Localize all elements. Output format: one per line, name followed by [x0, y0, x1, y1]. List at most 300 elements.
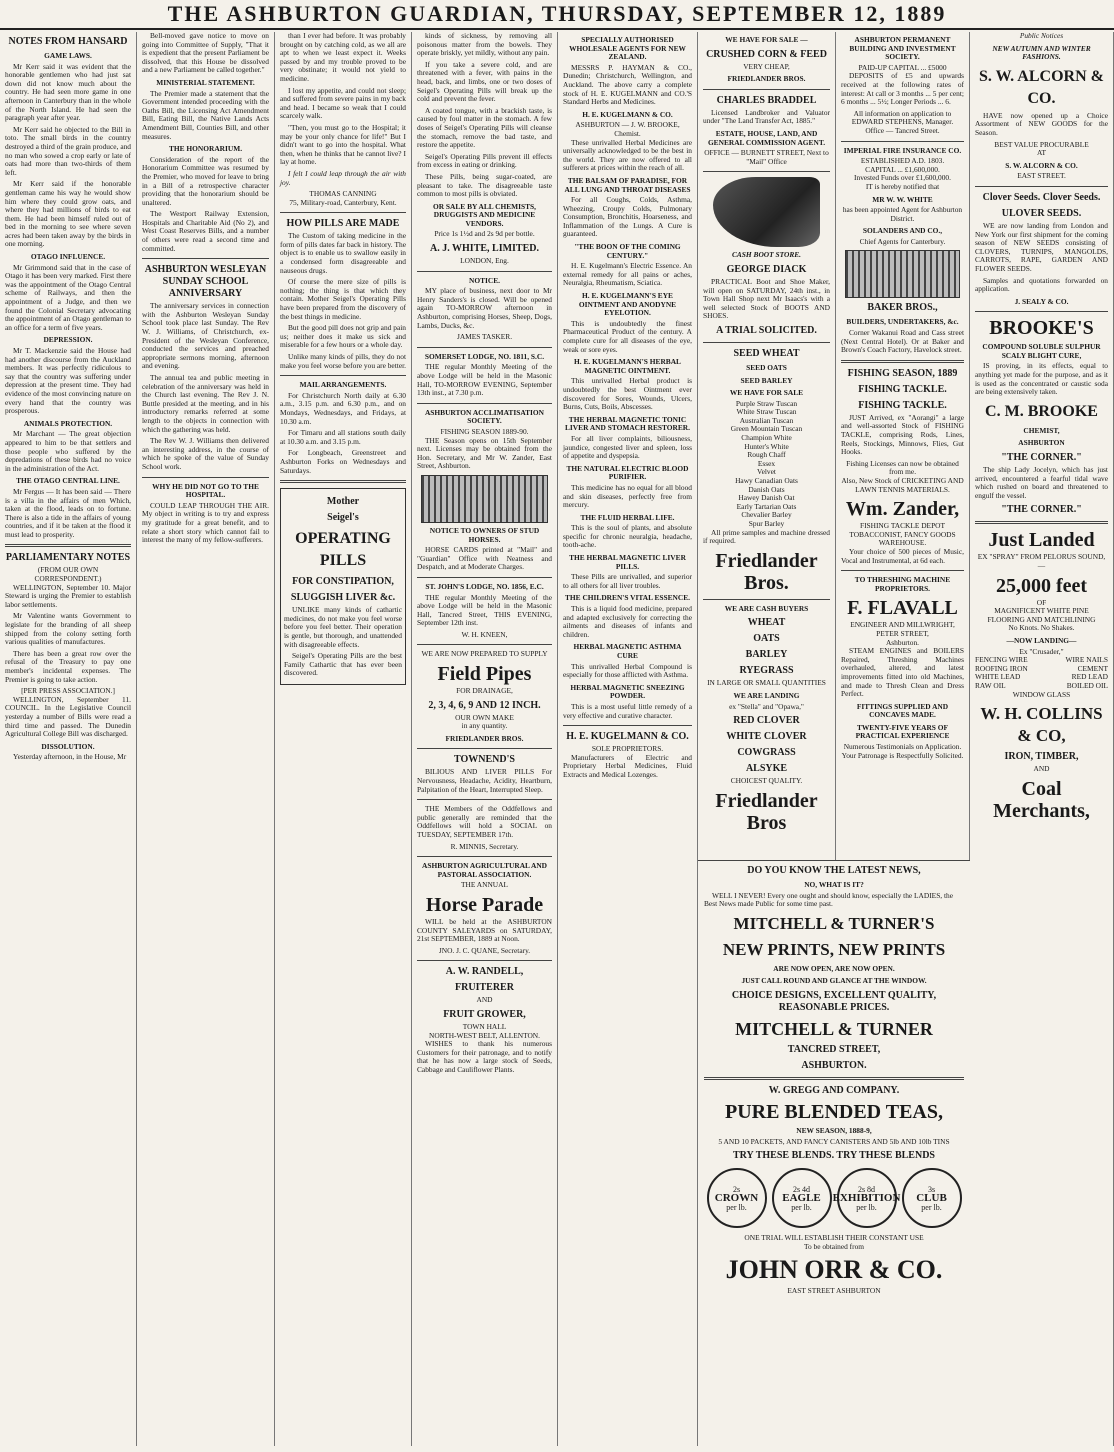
notice-heading: ASHBURTON ACCLIMATISATION SOCIETY. [424, 407, 545, 426]
ad-line: DO YOU KNOW THE LATEST NEWS, [747, 865, 921, 876]
ad-line: BUILDERS, UNDERTAKERS, &c. [846, 317, 959, 327]
paragraph: For Timaru and all stations south daily at 10.30 a.m. and 3.15 p.m. [280, 428, 406, 446]
ad-line: J. SEALY & CO. [1014, 296, 1069, 306]
ad-line: FISHING TACKLE. [858, 383, 947, 395]
tea-blends [704, 1168, 964, 1228]
ad-heading: HERBAL MAGNETIC SNEEZING POWDER. [570, 682, 685, 701]
subheading: THE HONORARIUM. [168, 144, 243, 154]
ad-line: Also, New Stock of CRICKETING AND LAWN TENNIS MATERIALS. [841, 476, 964, 494]
ad-line: "THE CORNER." [1001, 452, 1082, 464]
ad-line: S. W. ALCORN & CO. [979, 67, 1104, 107]
paragraph: WE are now landing from London and New York our first shipment for the coming season of NEW SEEDS consisting of CLOVERS, TURNIPS, MANGOLDS, CARROTS, RAPE, GARDEN AND FLOWER SEEDS. [975, 220, 1108, 273]
ad-heading: ASHBURTON PERMANENT BUILDING AND INVESTMENT SOCIETY. [849, 35, 956, 62]
divider [5, 544, 131, 547]
goods-item: BOILED OIL [1066, 680, 1108, 690]
paragraph: This is undoubtedly the finest Pharmaceutical Product of the century. A complete cure for all diseases of the eye, weak or sore eyes. [563, 318, 692, 354]
signature: JAMES TASKER. [456, 332, 513, 342]
ad-line: BAKER BROS., [867, 302, 938, 314]
ad-line: SLUGGISH LIVER &c. [290, 592, 396, 604]
paragraph: UNLIKE many kinds of cathartic medicines, do not make you feel worse before you feel better. Their operation is gentle, but thorough, and unattended with disagreeable effects. [284, 605, 402, 649]
section-title: NOTES FROM HANSARD [8, 36, 128, 47]
address: 75, Military-road, Canterbury, Kent. [289, 197, 397, 207]
ad-line: MITCHELL & TURNER'S [733, 913, 935, 933]
divider [417, 403, 552, 404]
ad-line: Invested Funds over £1,600,000. [854, 173, 951, 183]
ad-line: ASHBURTON — J. W. BROOKE, Chemist. [575, 120, 680, 138]
ad-line: IT is hereby notified that [865, 181, 940, 191]
ad-line: FOR DRAINAGE, [456, 686, 513, 696]
seed-item: White Straw Tuscan [736, 407, 797, 417]
ad-line: FISHING TACKLE. [858, 399, 947, 411]
paragraph: Seigel's Operating Pills are the best Family Cathartic that has ever been discovered. [284, 651, 402, 678]
goods-item: WHITE LEAD [975, 672, 1021, 682]
divider [417, 748, 552, 749]
paragraph: WELLINGTON, September 11. COUNCIL. In the Legislative Council yesterday a number of Bills were read a third time and passed. The Dunedin Agricultural College Bill was discharged. [5, 694, 131, 739]
ad-line: NEW AUTUMN AND WINTER FASHIONS. [992, 43, 1091, 62]
paragraph: These Pills, being sugar-coated, are pleasant to take. The disagreeable taste common to most pills is obviated. [417, 171, 552, 199]
ad-line: A. W. RANDELL, [445, 966, 524, 978]
notice-heading: ST. JOHN'S LODGE, NO. 1856, E.C. [425, 581, 544, 591]
paragraph: But the good pill does not grip and pain us; neither does it make us sick and miserable for a few hours or a whole day. [280, 323, 406, 350]
column-8 [970, 32, 1114, 1446]
ad-line: has been appointed Agent for Ashburton District. [842, 205, 963, 223]
ad-line: CHARLES BRADDEL [716, 94, 817, 106]
subheading: GAME LAWS. [44, 51, 92, 60]
ad-line: TOWN HALL [462, 1021, 507, 1031]
paragraph: This medicine has no equal for all blood and skin diseases, perfectly free from mercury. [563, 482, 692, 510]
paragraph: Manufacturers of Electric and Proprietary Herbal Medicines, Fluid Extracts and Medical Lozenges. [563, 752, 692, 779]
divider [417, 644, 552, 645]
paragraph: Yesterday afternoon, in the House, Mr [13, 752, 127, 762]
ad-line: EAST STREET. [1017, 171, 1066, 181]
ad-line: Just Landed [988, 529, 1095, 552]
ad-line: EDWARD STEPHENS, Manager. [851, 117, 954, 127]
paragraph: BILIOUS AND LIVER PILLS For Nervousness, Headache, Acidity, Heartburn, Palpitation of the Heart, Interrupted Sleep. [417, 767, 552, 794]
ad-line: FISHING SEASON, 1889 [847, 367, 958, 379]
ad-line: A TRIAL SOLICITED. [716, 324, 817, 336]
paragraph: DEPOSITS of £5 and upwards received at the following rates of interest: At call or 3 months ... 5 per cent; 6 months ... 5½; Longer Periods ... 6. [841, 71, 964, 107]
ad-line: FRIEDLANDER BROS. [445, 733, 524, 743]
paragraph: Corner Wakanui Road and Cass street (Next Central Hotel). Or at Baker and Brown's Coach Factory, Havelock street. [841, 328, 964, 355]
ad-line: OPERATING PILLS [295, 530, 391, 570]
ad-heading: H. E. KUGELMANN'S HERBAL MAGNETIC OINTMENT. [574, 357, 681, 375]
divider [975, 521, 1108, 524]
ad-line: FRIEDLANDER BROS. [727, 74, 806, 84]
ad-line: COMPOUND SOLUBLE SULPHUR SCALY BLIGHT CURE, [982, 342, 1101, 360]
paragraph: These unrivalled Herbal Medicines are universally acknowledged to be the best in the world. They are now offered to all sufferers at prices within the reach of all. [563, 137, 692, 173]
paragraph: Unlike many kinds of pills, they do not make you feel worse before you are better. [280, 352, 406, 370]
ad-line: CASH BOOT STORE. [731, 250, 802, 260]
ad-line: SOLE PROPRIETORS. [591, 744, 664, 754]
ad-line: NEW SEASON, 1888-9, [796, 1125, 872, 1135]
seed-item: Green Mountain Tuscan [730, 424, 803, 434]
paragraph: This is a most useful little remedy of a very effective and curative character. [563, 701, 692, 720]
ad-line: in any quantity. [461, 721, 508, 731]
ad-line: EX "SPRAY" FROM PELORUS SOUND,— [977, 552, 1106, 570]
ad-line: ONE TRIAL WILL ESTABLISH THEIR CONSTANT USE [744, 1233, 924, 1243]
ad-line: CHEMIST, [1023, 425, 1060, 435]
ad-heading: THE HERBAL MAGNETIC LIVER PILLS. [569, 553, 686, 571]
tea-blend-text: CLUB [916, 1191, 947, 1204]
ad-line: —NOW LANDING— [1006, 635, 1077, 645]
tea-blend-text: EXHIBITION [832, 1191, 901, 1204]
ad-line: Ex "Crusader," [1019, 646, 1064, 656]
seed-item: Hawy Canadian Oats [735, 476, 798, 486]
seed-item: Spur Barley [748, 519, 785, 528]
divider [417, 347, 552, 348]
tea-blend-text: per lb. [856, 1202, 877, 1212]
ad-line: W. H. COLLINS & CO, [980, 704, 1103, 746]
column-5 [558, 32, 698, 1446]
tea-blend-text: CROWN [714, 1191, 759, 1204]
subheading: DISSOLUTION. [41, 741, 95, 751]
ad-line: SEED BARLEY [740, 375, 793, 385]
ad-line: IRON, TIMBER, [1004, 751, 1079, 763]
ad-line: H. E. KUGELMANN & CO. [582, 109, 673, 119]
paragraph: MY place of business, next door to Mr Henry Sanders's is closed. Will be opened again TO-MORROW afternoon in Ashburton, comprising Horses, Sheep, Dogs, Lambs, Ducks, &c. [417, 286, 552, 330]
section-title: Public Notices [1019, 32, 1064, 40]
ad-line: PURE BLENDED TEAS, [724, 1100, 944, 1123]
subheading: ANIMALS PROTECTION. [23, 418, 113, 428]
paragraph: Of course the mere size of pills is nothing; the thing is that which they contain. Mother Seigel's Operating Pills have been prepared from the discovery of the best things in medicine. [280, 277, 406, 321]
paragraph: For Longbeach, Greenstreet and Ashburton Forks on Wednesdays and Saturdays. [280, 448, 406, 475]
ad-line: BARLEY [745, 649, 788, 661]
ad-line: Wm. Zander, [845, 498, 960, 521]
ad-line: FLOORING AND MATCHLINING [987, 614, 1096, 624]
byline: (FROM OUR OWN CORRESPONDENT.) [34, 565, 102, 584]
ad-line: FRUITERER [455, 982, 514, 994]
goods-list [975, 656, 1108, 690]
divider [417, 960, 552, 961]
ad-line: ESTATE, HOUSE, LAND, AND GENERAL COMMISSION AGENT. [707, 128, 826, 147]
ad-line: W. GREGG AND COMPANY. [768, 1084, 900, 1096]
ad-heading: THE BALSAM OF PARADISE, FOR ALL LUNG AND THROAT DISEASES [564, 175, 691, 194]
paragraph: The anniversary services in connection with the Ashburton Wesleyan Sunday School took place last Sunday. The Rev W. J. Williams, of Christchurch, ex-President of the Wesleyan Conference, conducted the services and preached appropriate sermons morning, afternoon and evening. [142, 301, 269, 371]
section-title: PARLIAMENTARY NOTES [5, 552, 131, 564]
paragraph: Mr Valentine wants Government to legislate for the branding of all sheep shipped from the colony setting forth various qualities of manufactures. [5, 611, 131, 647]
ad-line: WE ARE NOW PREPARED TO SUPPLY [421, 649, 548, 659]
ad-line: AND [1033, 764, 1050, 774]
paragraph: There has been a great row over the refusal of the Treasury to pay one member's incidental expenses. The Premier is going to take action. [5, 648, 131, 684]
paragraph: This unrivalled Herbal product is undoubtedly the best Ointment ever discovered for Sores, Wounds, Ulcers, Burns, Cuts, Boils, Abscesses. [563, 376, 692, 412]
ad-line: WE HAVE FOR SALE — [725, 35, 808, 44]
divider [417, 271, 552, 272]
ad-line: FITTINGS SUPPLIED AND CONCAVES MADE. [856, 701, 949, 720]
ad-line: WINDOW GLASS [1012, 689, 1071, 699]
ad-heading: HERBAL MAGNETIC ASTHMA CURE [573, 642, 682, 660]
divider [975, 311, 1108, 312]
paragraph: COULD LEAP THROUGH THE AIR. My object in writing is to try and express my gratitude for a great benefit, and to relate a short story which cannot fail to interest the many of my fellow-sufferers. [142, 500, 269, 545]
paragraph: This is the soul of plants, and absolute specific for chronic neuralgia, headache, tooth-ache. [563, 523, 692, 550]
divider [841, 570, 964, 571]
article-heading: WHY HE DID NOT GO TO THE HOSPITAL. [152, 481, 259, 500]
tea-blend-text: per lb. [791, 1202, 812, 1212]
seed-item: Early Tartarian Oats [736, 501, 797, 511]
goods-item: RAW OIL [975, 680, 1006, 690]
divider [142, 258, 269, 259]
ad-line: ALSYKE [745, 763, 788, 775]
ad-line: F. FLAVALL [847, 597, 958, 620]
tea-blend-badge [902, 1168, 962, 1228]
paragraph: STEAM ENGINES and BOILERS Repaired, Threshing Machines overhauled, altered, and latest improvements fitted into old Machines, and made to Thresh Clean and Dress Perfect. [841, 646, 964, 699]
goods-item: ROOFING IRON [975, 663, 1028, 673]
ad-line: RED CLOVER [733, 715, 800, 727]
ad-line: Friedlander Bros. [715, 549, 818, 594]
ad-line: SEED OATS [746, 362, 787, 372]
ad-line: ULOVER SEEDS. [1001, 207, 1082, 219]
ad-line: TO THRESHING MACHINE PROPRIETORS. [854, 575, 951, 593]
signature: THOMAS CANNING [309, 189, 377, 199]
paragraph: THE Season opens on 15th September next. Licenses may be obtained from the Hon. Secretary, and Mr W. Zander, East Street, Ashburton. [417, 435, 552, 471]
divider [703, 342, 830, 343]
ad-line: Fishing Licenses can now be obtained from me. [846, 458, 959, 477]
masthead: THE ASHBURTON GUARDIAN, THURSDAY, SEPTEMBER 12, 1889 [0, 0, 1114, 30]
ad-line: NEW PRINTS, NEW PRINTS [722, 939, 946, 959]
seed-item: Australian Tuscan [739, 415, 794, 425]
notice-heading: SOMERSET LODGE, NO. 1811, S.C. [424, 351, 545, 361]
seed-list [703, 400, 830, 529]
ad-line: BEST VALUE PROCURABLE [994, 139, 1089, 149]
ad-line: FRUIT GROWER, [443, 1008, 526, 1020]
ad-line: OFFICE — BURNETT STREET, Next to "Mail" Office [704, 148, 829, 166]
divider [703, 89, 830, 90]
paragraph: than I ever had before. It was probably brought on by catching cold, as we all are apt to when we least expect it. Weeks passed by and my trouble proved to be very obstinate; it would not yield to medicine. [280, 32, 406, 83]
ad-line: ex "Stella" and "Opawa," [729, 701, 804, 711]
paragraph: Mr Marchant — The great objection appeared to him to be that settlers and those people who suffered by the depredations of these birds had no voice in the administration of the Act. [5, 429, 131, 473]
ad-line: MITCHELL & TURNER [735, 1018, 933, 1039]
ad-line: 2, 3, 4, 6, 9 AND 12 INCH. [428, 699, 541, 711]
column-2 [137, 32, 275, 1446]
divider [841, 360, 964, 363]
seed-item: Velvet [757, 467, 776, 477]
ad-line: LONDON, Eng. [460, 256, 509, 266]
column-4 [412, 32, 558, 1446]
ad-heading: MAIL ARRANGEMENTS. [299, 380, 387, 390]
paragraph: WISHES to thank his numerous Customers for their patronage, and to notify that he has now a large stock of Seeds, Cabbage and Cauliflower Plants. [417, 1039, 552, 1074]
ad-line: FOR CONSTIPATION, [292, 576, 394, 588]
ad-line: NORTH-WEST BELT, ALLENTON. [429, 1030, 540, 1040]
ad-line: To be obtained from [803, 1241, 865, 1251]
column-3 [275, 32, 412, 1446]
ad-line: Field Pipes [437, 663, 532, 686]
seed-item: Chevalier Barley [741, 510, 792, 520]
paragraph: Mr Kerr said if the honorable gentleman came his way he would show him where they could grow oats, and where they had millions of birds to eat them. He had been himself ruled out of bed in the morning to see where seven acres had been taken away by the birds in one morning. [5, 179, 131, 249]
paragraph: Your choice of 500 pieces of Music, Vocal and Instrumental, at 6d each. [841, 546, 964, 565]
ad-heading: H. E. KUGELMANN'S EYE OINTMENT AND ANODYNE EYELOTION. [578, 291, 677, 318]
paragraph: Mr Grimmond said that in the case of Otago it has been very marked. First there was the appointment of the Otago Central scheme of Railways, and then the appointment of a Judge, and then we found the Colonial Secretary advocating the appointment of an Otago gentleman to an office for a term of five years. [5, 262, 131, 332]
ad-line: Coal Merchants, [993, 777, 1090, 822]
ad-line: OATS [753, 633, 780, 645]
ad-heading: IMPERIAL FIRE INSURANCE CO. [843, 145, 962, 155]
ad-line: Ashburton. [885, 637, 920, 647]
paragraph: All prime samples and machine dressed if required. [703, 527, 830, 546]
ad-line: OUR OWN MAKE [455, 712, 514, 722]
column-notes-from-hansard [0, 32, 137, 1446]
divider [563, 725, 692, 726]
seigel-pills-ad [280, 488, 406, 685]
ad-line: CRUSHED CORN & FEED [706, 48, 827, 60]
horse-illustration [421, 475, 548, 523]
tea-blend-badge [832, 1168, 901, 1228]
ad-line: NO, WHAT IS IT? [804, 880, 864, 889]
tea-and-prints-ad [698, 860, 970, 1446]
divider [975, 186, 1108, 187]
ad-line: A. J. WHITE, LIMITED. [429, 243, 539, 255]
ad-line: VERY CHEAP, [743, 61, 790, 71]
ad-line: PAID-UP CAPITAL ... £5000 [858, 62, 947, 72]
ad-line: Office — Tancred Street. [865, 125, 940, 135]
paragraph: For Christchurch North daily at 6.30 a.m., 3.15 p.m. and 6.30 p.m., and on Mondays, Wednesdays, and Fridays, at 10.30 a.m. [280, 390, 406, 426]
ad-heading: "THE BOON OF THE COMING CENTURY." [574, 242, 681, 260]
ad-line: CHOICE DESIGNS, EXCELLENT QUALITY, REASONABLE PRICES. [731, 989, 937, 1013]
ad-heading: SPECIALLY AUTHORISED WHOLESALE AGENTS FOR NEW ZEALAND. [569, 35, 686, 62]
ad-line: PETER STREET, [876, 628, 929, 638]
paragraph: The ship Lady Jocelyn, which has just arrived, encountered a fearful tidal wave which rushed on board and threatened to engulf the vessel. [975, 465, 1108, 500]
notice-heading: NOTICE TO OWNERS OF STUD HORSES. [429, 525, 540, 544]
paragraph: WELL I NEVER! Every one ought and should know, especially the LADIES, the Best News made Public for some time past. [704, 890, 954, 909]
seed-item: Hunter's White [744, 441, 789, 451]
ad-line: ARE NOW OPEN, ARE NOW OPEN. [773, 963, 895, 973]
ad-line: All information on application to [853, 108, 952, 118]
ad-line: AND [476, 995, 493, 1005]
subheading: DEPRESSION. [43, 335, 93, 345]
ad-line: MR W. W. WHITE [872, 194, 933, 204]
paragraph: A coated tongue, with a brackish taste, is caused by foul matter in the stomach. A few doses of Seigel's Operating Pills will cleanse the stomach, remove the bad taste, and restore the appetite. [417, 105, 552, 150]
paragraph: The Custom of taking medicine in the form of pills dates far back in history. The object is to enable us to swallow easily in a condensed form disagreeable and nauseous drugs. [280, 231, 406, 275]
ad-line: TRY THESE BLENDS. TRY THESE BLENDS [733, 1150, 935, 1162]
ad-line: RYEGRASS [739, 665, 794, 677]
paragraph: The Westport Railway Extension, Hospitals and Charitable Aid (No 2), and West Coast Reserves Bills, and a number of others were read a second time and committed. [142, 209, 269, 253]
paragraph: Samples and quotations forwarded on application. [975, 275, 1108, 294]
paragraph: Mr Kerr said he objected to the Bill in toto. The small birds in the country destroyed a third of the grain produce, and no man who sowed a crop early or late of oats had more than two-thirds of them left. [5, 124, 131, 177]
paragraph: These Pills are unrivalled, and superior to all others for all liver troubles. [563, 572, 692, 590]
ad-line: WHITE CLOVER [726, 731, 807, 743]
ad-line: 25,000 feet [995, 574, 1088, 597]
column-7 [836, 32, 970, 860]
ad-line: Friedlander Bros [715, 789, 818, 834]
ad-line: CAPITAL ... £1,600,000. [865, 164, 940, 174]
paragraph: The Rev W. J. Williams then delivered an interesting address, in the course of which he spoke of the value of Sunday School work. [142, 436, 269, 471]
divider [417, 856, 552, 857]
ad-line: THE ANNUAL [460, 880, 508, 890]
ad-line: 5 AND 10 PACKETS, AND FANCY CANISTERS AND 5lb AND 10lb TINS [718, 1136, 950, 1146]
ad-line: FISHING SEASON 1889-90. [440, 426, 529, 436]
paragraph: Licensed Landbroker and Valuator under "The Land Transfer Act, 1885." [703, 107, 830, 126]
paragraph: Mr Fergus — It has been said — There is a villa in the affairs of men Which, taken at the flood, leads on to fortune. There is also a tide in the affairs of young countries, and if it be taken at the flood it must lead to prosperity. [5, 486, 131, 539]
ad-line: Your Patronage is Respectfully Solicited. [841, 750, 964, 760]
paragraph: Bell-moved gave notice to move on going into Committee of Supply, "That it is expedient that the present Parliament be dissolved, that this House be dissolved and a new Parliament be called together." [142, 32, 269, 75]
paragraph: THE regular Monthly Meeting of the above Lodge will be held in the Masonic Hall, Tancred Street, THIS EVENING, September 12th inst. [417, 592, 552, 628]
ad-line: JOHN ORR & CO. [725, 1255, 943, 1285]
ad-line: EAST STREET ASHBURTON [787, 1286, 881, 1296]
signature: R. MINNIS, Secretary. [450, 841, 519, 851]
ad-line: FISHING TACKLE DEPOT TOBACCONIST, FANCY GOODS WAREHOUSE. [849, 521, 956, 548]
notice-heading: ASHBURTON AGRICULTURAL AND PASTORAL ASSOCIATION. [422, 861, 547, 879]
paragraph: The Premier made a statement that the Government intended proceeding with the Oaths Bill, the Licensing Act Amendment Bill, Eating Bill, the Native Lands Acts Amendment Bill, Counties Bill, and other measures. [142, 88, 269, 141]
article-heading: HOW PILLS ARE MADE [286, 218, 400, 230]
paragraph: I lost my appetite, and could not sleep; and suffered from severe pains in my back and head. I became so weak that I could scarcely walk. [280, 85, 406, 121]
subheading: MINISTERIAL STATEMENT. [156, 77, 255, 87]
paragraph: This unrivalled Herbal Compound is especially for those afflicted with Asthma. [563, 661, 692, 680]
seed-item: Rough Chaff [747, 450, 786, 460]
tea-blend-text: 3s [927, 1184, 936, 1194]
paragraph: MESSRS P. HAYMAN & CO., Dunedin; Christchurch, Wellington, and Auckland. The above carry a complete stock of H. E. KUGELMANN and CO.'S Standard Herbs and Medicines. [563, 62, 692, 107]
paragraph: This is a liquid food medicine, prepared and adapted exclusively for correcting the ailments and diseases of infants and children. [563, 604, 692, 639]
divider [417, 799, 552, 800]
seed-item: Essex [757, 458, 776, 468]
notice-heading: NOTICE. [468, 275, 500, 285]
paragraph: WELLINGTON, September 10. Major Steward is urging the Premier to establish labor settlements. [5, 582, 131, 609]
ad-line: COWGRASS [737, 747, 796, 759]
seed-item: Hawey Danish Oat [738, 493, 795, 503]
divider [703, 599, 830, 600]
ad-line: Chief Agents for Canterbury. [859, 236, 946, 246]
paragraph: Consideration of the report of the Honorarium Committee was resumed by the Premier, who moved for leave to bring in a Bill of a retrospective character providing that the honorarium should be unaltered. [142, 154, 269, 207]
ad-line: No Knots. No Shakes. [1008, 623, 1075, 633]
ad-line: WHEAT [747, 617, 786, 629]
paragraph: For all liver complaints, biliousness, jaundice, congested liver and spleen, loss of appetite and dyspepsia. [563, 433, 692, 461]
tea-blend-text: per lb. [726, 1202, 747, 1212]
ad-heading: THE HERBAL MAGNETIC TONIC LIVER AND STOMACH RESTORER. [565, 414, 690, 433]
divider [417, 577, 552, 578]
ad-line: Horse Parade [425, 893, 544, 916]
tea-blend-text: 2s 4d [792, 1184, 811, 1194]
ad-line: C. M. BROOKE [985, 402, 1098, 420]
ad-line: ENGINEER AND MILLWRIGHT, [850, 620, 955, 630]
ad-line: ESTABLISHED A.D. 1803. [860, 156, 945, 166]
divider [280, 480, 406, 483]
tea-blend-text: per lb. [921, 1202, 942, 1212]
seed-item: Purple Straw Tuscan [735, 398, 798, 408]
boot-illustration [713, 177, 820, 247]
divider [704, 1077, 964, 1080]
seed-item: Danish Oats [748, 484, 785, 494]
byline: [PER PRESS ASSOCIATION.] [21, 686, 115, 696]
ad-line: WE ARE LANDING [733, 690, 800, 700]
ad-heading: THE CHILDREN'S VITAL ESSENCE. [565, 593, 690, 603]
paragraph: "Then, you must go to the Hospital; it may be your only chance for life!" But I didn't want to go into the hospital. What then, when he thinks that he cannot live? I lay at home. [280, 122, 406, 167]
ad-line: BROOKE'S [989, 317, 1094, 340]
paragraph: IS proving, in its effects, equal to anything yet made for the purpose, and as it is used as the concentrated or caustic soda are being extensively taken. [975, 361, 1108, 397]
ad-line: "THE CORNER." [1001, 504, 1082, 516]
ad-line: Seigel's [327, 512, 359, 524]
paragraph: Mr T. Mackenzie said the House had had another discourse from the Auckland members. It was perfectly ridiculous to say that the country was suffering under depression at the present time. They had evidence of the most convincing nature on every hand that the country was prosperous. [5, 346, 131, 416]
tea-blend-text: EAGLE [782, 1191, 821, 1204]
signature: W. H. KNEEN, [461, 629, 508, 639]
goods-item: WIRE NAILS [1065, 655, 1108, 665]
paragraph: I felt I could leap through the air with joy. [280, 168, 406, 187]
paragraph: PRACTICAL Boot and Shoe Maker, will open on SATURDAY, 24th inst., in Town Hall Shop next Mr Isaacs's with a well selected Stock of BOOTS AND SHOES. [703, 276, 830, 321]
paragraph: For all Coughs, Colds, Asthma, Wheezing, Croupy Colds, Pulmonary Consumption, Bronchitis, Hoarseness, and Inflammation of the Lungs. A Cure is guaranteed. [563, 195, 692, 239]
paragraph: JUST Arrived, ex "Aorangi" a large and well-assorted Stock of FISHING TACKLE, comprising Rods, Lines, Reels, Stockings, Minnows, Flies, Gut Hooks. [841, 412, 964, 457]
ad-line: OR SALE BY ALL CHEMISTS, DRUGGISTS AND MEDICINE VENDORS. [432, 201, 537, 228]
paragraph: The annual tea and public meeting in celebration of the anniversary was held in the Church last evening. The Rev J. N. Buttle presided at the meeting, and in his introductory remarks referred at some length to the objects in connection with which the gathering was held. [142, 373, 269, 434]
paragraph: WILL be held at the ASHBURTON COUNTY SALEYARDS on SATURDAY, 21st SEPTEMBER, 1889 at Noon. [417, 916, 552, 944]
paragraph: kinds of sickness, by removing all poisonous matter from the bowels. They operate briskly, yet mildly, without any pain. [417, 32, 552, 58]
tea-blend-text: 2s 8d [857, 1184, 876, 1194]
ad-line: WE HAVE FOR SALE [729, 388, 804, 398]
ad-line: TOWNEND'S [454, 754, 515, 766]
divider [280, 212, 406, 213]
divider [280, 375, 406, 376]
goods-item: CEMENT [1077, 663, 1108, 673]
ad-line: S. W. ALCORN & CO. [1005, 160, 1078, 170]
subheading: OTAGO INFLUENCE. [30, 252, 106, 262]
divider [142, 477, 269, 478]
paragraph: HAVE now opened up a Choice Assortment of NEW GOODS for the Season. [975, 110, 1108, 137]
paragraph: Seigel's Operating Pills prevent ill effects from excess in eating or drinking. [417, 151, 552, 170]
ad-line: ASHBURTON. [801, 1059, 867, 1071]
